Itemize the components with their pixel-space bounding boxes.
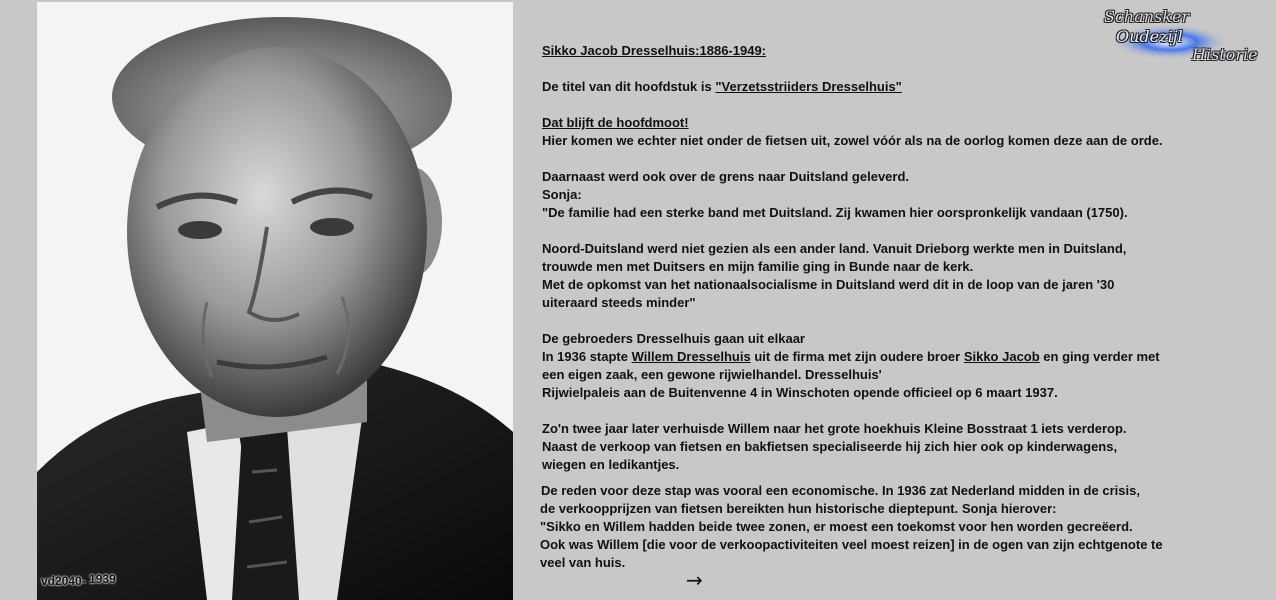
p5-mid: uit de firma met zijn oudere broer bbox=[750, 349, 964, 364]
photo-caption bbox=[41, 574, 116, 588]
quote-line: veel van huis. bbox=[540, 555, 626, 570]
next-arrow-icon[interactable]: → bbox=[686, 568, 703, 592]
article-heading: Sikko Jacob Dresselhuis:1886-1949: bbox=[542, 43, 767, 58]
paragraph-line: De reden voor deze stap was vooral een economische. In 1936 zat Nederland midden in de crisis, bbox=[541, 483, 1140, 498]
link-sikko-jacob[interactable]: Sikko Jacob bbox=[963, 349, 1040, 364]
chapter-title-line bbox=[542, 78, 1262, 96]
p5-pre: In 1936 stapte bbox=[542, 349, 632, 364]
quote-line: "De familie had een sterke band met Duitsland. Zij kwamen hier oorspronkelijk vandaan (1750). bbox=[542, 205, 1128, 220]
paragraph-line: Rijwielpaleis aan de Buitenvenne 4 in Winschoten opende officieel op 6 maart 1937. bbox=[542, 385, 1058, 400]
link-verzetsstrijders[interactable]: "Verzetsstriiders Dresselhuis" bbox=[715, 79, 902, 94]
paragraph-line: een eigen zaak, een gewone rijwielhandel. Dresselhuis' bbox=[542, 367, 882, 382]
quote-line: Noord-Duitsland werd niet gezien als een ander land. Vanuit Drieborg werkte men in Duitsland, bbox=[542, 241, 1127, 256]
portrait-illustration bbox=[37, 2, 513, 600]
p5-post: en ging verder met bbox=[1039, 349, 1160, 364]
caption-year: 1939 bbox=[89, 572, 116, 586]
paragraph-line: de verkoopprijzen van fietsen bereikten hun historische dieptepunt. Sonja hierover: bbox=[540, 501, 1057, 516]
article-body bbox=[542, 42, 1262, 572]
paragraph-line: Sonja: bbox=[542, 187, 582, 202]
paragraph-line: Naast de verkoop van fietsen en bakfietsen specialiseerde hij zich hier ook op kinderwagens, bbox=[542, 439, 1118, 454]
quote-line: Ook was Willem [die voor de verkoopactiviteiten veel moest reizen] in de ogen van zijn echtgenote te bbox=[540, 537, 1163, 552]
subheading-hoofdmoot: Dat blijft de hoofdmoot! bbox=[542, 115, 689, 130]
paragraph-line: Hier komen we echter niet onder de fietsen uit, zowel vóór als na de oorlog komen deze aan de orde. bbox=[542, 133, 1163, 148]
logo-line-schansker: Schansker bbox=[1104, 7, 1190, 26]
paragraph-line: Zo'n twee jaar later verhuisde Willem naar het grote hoekhuis Kleine Bosstraat 1 iets verderop. bbox=[542, 421, 1127, 436]
quote-line: trouwde men met Duitsers en mijn familie ging in Bunde naar de kerk. bbox=[542, 259, 974, 274]
quote-line: Met de opkomst van het nationaalsocialisme in Duitsland werd dit in de loop van de jaren '30 bbox=[542, 277, 1115, 292]
paragraph-line: Daarnaast werd ook over de grens naar Duitsland geleverd. bbox=[542, 169, 910, 184]
paragraph-line-with-links bbox=[542, 348, 1262, 366]
caption-id: vd2040- bbox=[41, 574, 86, 588]
p1-prefix: De titel van dit hoofdstuk is bbox=[542, 79, 716, 94]
link-willem-dresselhuis[interactable]: Willem Dresselhuis bbox=[631, 349, 751, 364]
paragraph-line: De gebroeders Dresselhuis gaan uit elkaar bbox=[542, 331, 805, 346]
quote-line: "Sikko en Willem hadden beide twee zonen, er moest een toekomst voor hen worden gecreëerd. bbox=[540, 519, 1133, 534]
logo-line-historie: Historie bbox=[1192, 45, 1258, 64]
portrait-photo bbox=[37, 2, 513, 600]
logo-line-oudezijl: Oudezijl bbox=[1116, 27, 1183, 46]
paragraph-line: wiegen en ledikantjes. bbox=[542, 457, 680, 472]
quote-line: uiteraard steeds minder" bbox=[542, 295, 696, 310]
